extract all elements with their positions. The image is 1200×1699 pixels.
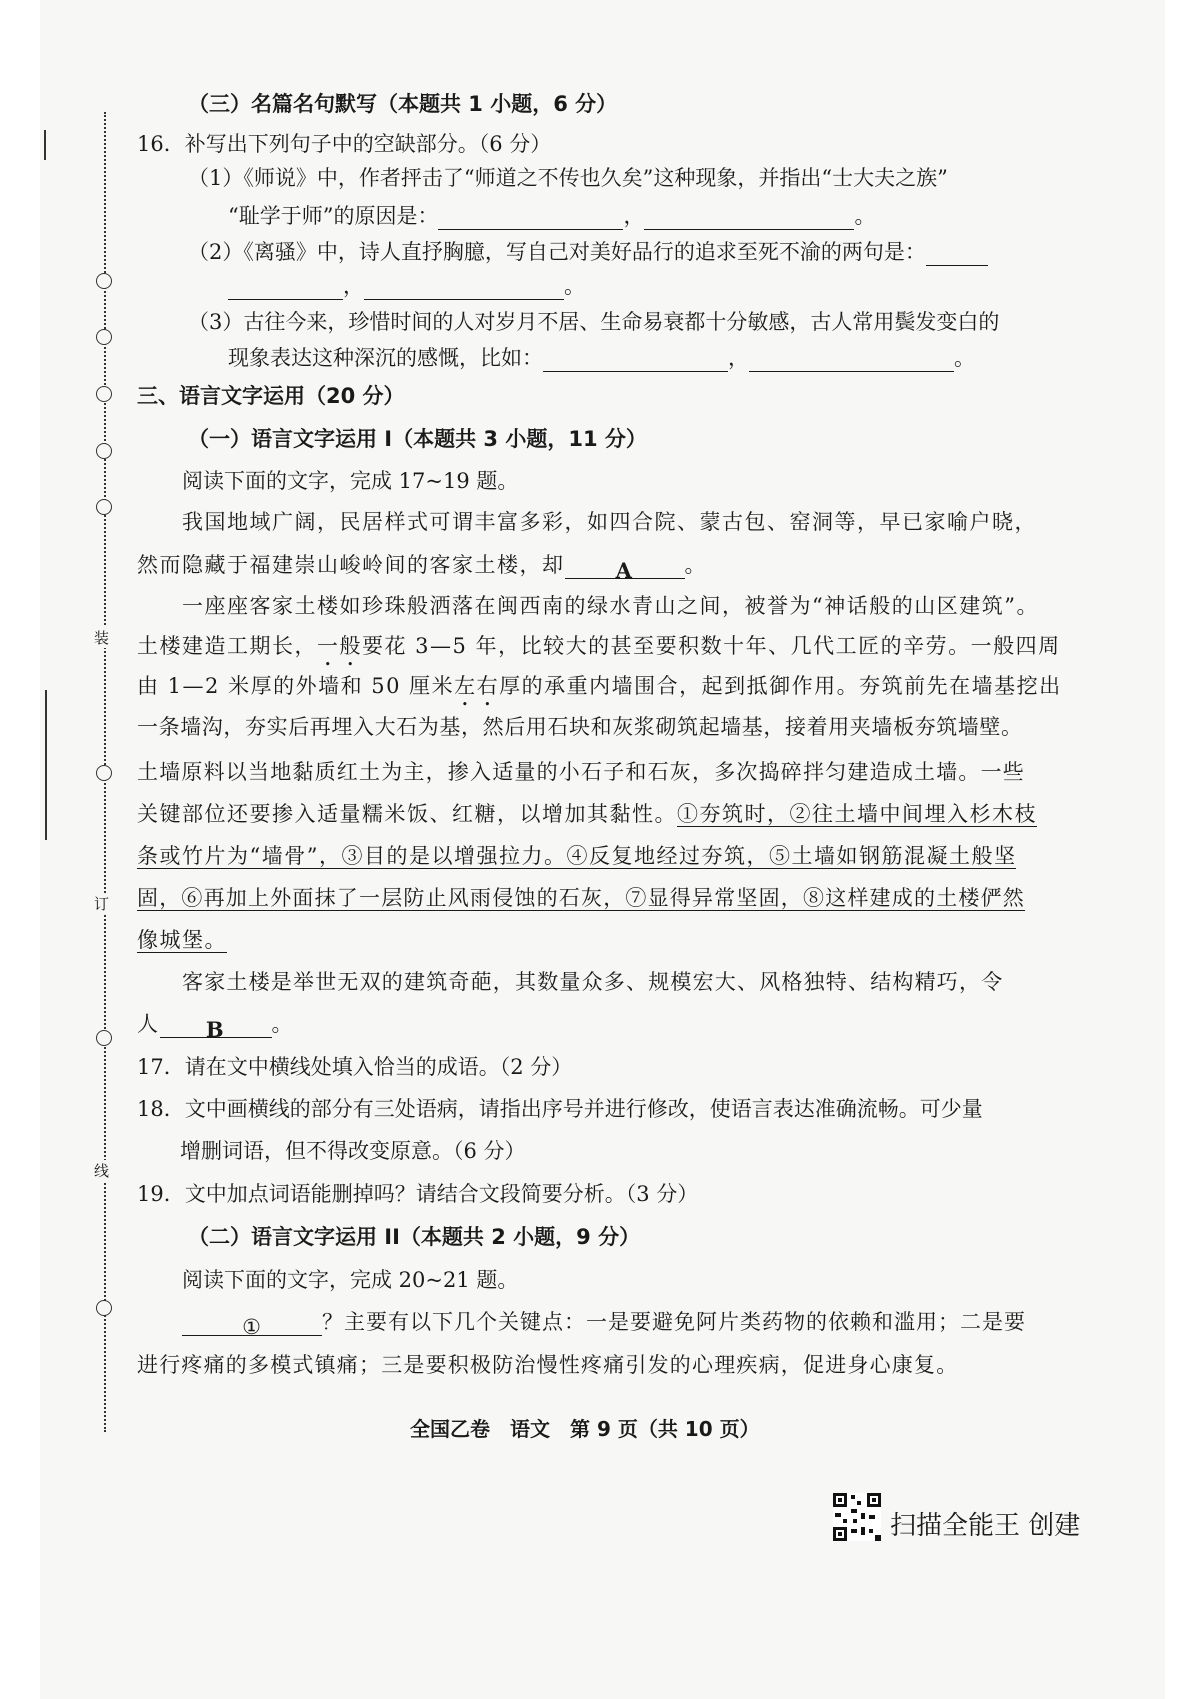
answer-blank[interactable] [926, 245, 988, 266]
scan-mark [45, 690, 47, 840]
section-header: （三）名篇名句默写（本题共 1 小题，6 分） [188, 92, 618, 116]
question-18-line1: 18．文中画横线的部分有三处语病，请指出序号并进行修改，使语言表达准确流畅。可少量 [137, 1097, 983, 1121]
dotted-word: 左右 [454, 674, 500, 698]
question-18-line2: 增删词语，但不得改变原意。（6 分） [180, 1139, 526, 1163]
passage-text: 土楼建造工期长， [137, 634, 317, 658]
scan-mark [44, 130, 46, 160]
period: 。 [954, 346, 975, 370]
passage-text: 厚的承重内墙围合，起到抵御作用。夯筑前先在墙基挖出 [499, 674, 1062, 698]
q16-item-1-line2 [228, 200, 875, 230]
q16-item-2-line1 [188, 236, 988, 266]
passage1-para3-line2 [137, 1008, 294, 1042]
q16-item-2-text: （2）《离骚》中，诗人直抒胸臆，写自己对美好品行的追求至死不渝的两句是： [188, 240, 926, 264]
passage1-para2-line3 [137, 670, 1062, 711]
question-17: 17．请在文中横线处填入恰当的成语。（2 分） [137, 1055, 573, 1079]
reading-instruction: 阅读下面的文字，完成 17~19 题。 [182, 469, 519, 493]
passage1-para2-line4: 一条墙沟，夯实后再埋入大石为基，然后用石块和灰浆砌筑起墙基，接着用夹墙板夯筑墙壁。 [137, 715, 1023, 739]
underlined-text: 固，⑥再加上外面抹了一层防止风雨侵蚀的石灰，⑦显得异常坚固，⑧这样建成的土楼俨然 [137, 886, 1025, 910]
passage-text: 关键部位还要掺入适量糯米饭、红糖，以增加其黏性。 [137, 802, 677, 826]
comma: ， [623, 204, 645, 228]
q16-item-2-line2 [228, 270, 585, 300]
part-header: 三、语言文字运用（20 分） [137, 384, 405, 408]
qr-code-icon [833, 1493, 881, 1541]
binding-circle [96, 329, 112, 345]
binding-circle [96, 765, 112, 781]
dotted-word: 一般 [317, 634, 362, 658]
binding-circle [96, 386, 112, 402]
passage1-para1-line1: 我国地域广阔，民居样式可谓丰富多彩，如四合院、蒙古包、窑洞等，早已家喻户晓， [182, 510, 1037, 534]
blank-a[interactable]: A [565, 558, 685, 579]
passage1-para2-line2 [137, 630, 1061, 671]
answer-blank[interactable] [543, 351, 728, 372]
q16-item-3-line2 [228, 342, 975, 372]
comma: ， [343, 274, 364, 298]
passage1-para3-line1: 客家土楼是举世无双的建筑奇葩，其数量众多、规模宏大、风格独特、结构精巧，令 [182, 970, 1004, 994]
subsection-header: （一）语言文字运用 I（本题共 3 小题，11 分） [188, 427, 647, 451]
answer-blank[interactable] [228, 279, 343, 300]
answer-blank[interactable] [438, 209, 623, 230]
blank-b[interactable]: B [160, 1017, 272, 1038]
binding-circle [96, 1030, 112, 1046]
passage-text: 要花 3—5 年，比较大的甚至要积数十年、几代工匠的辛劳。一般四周 [362, 634, 1061, 658]
question-16-stem: 16．补写出下列句子中的空缺部分。（6 分） [137, 132, 552, 156]
passage-text: 人 [137, 1012, 160, 1036]
passage1-para2-line5: 土墙原料以当地黏质红土为主，掺入适量的小石子和石灰，多次捣碎拌匀建造成土墙。一些 [137, 760, 1025, 784]
passage-text: 由 1—2 米厚的外墙和 50 厘米 [137, 674, 455, 698]
answer-blank[interactable] [749, 351, 954, 372]
passage2-line2: 进行疼痛的多模式镇痛；三是要积极防治慢性疼痛引发的心理疾病，促进身心康复。 [137, 1353, 959, 1377]
scanner-watermark: 扫描全能王 创建 [890, 1511, 1081, 1541]
question-19: 19．文中加点词语能删掉吗？请结合文段简要分析。（3 分） [137, 1182, 699, 1206]
period: 。 [684, 553, 707, 577]
binding-circle [96, 1300, 112, 1316]
underlined-text: 像城堡。 [137, 928, 227, 952]
passage-text: 然而隐藏于福建崇山峻岭间的客家土楼，却 [137, 553, 565, 577]
page-footer: 全国乙卷 语文 第 9 页（共 10 页） [410, 1417, 760, 1441]
passage1-para2-line1: 一座座客家土楼如珍珠般洒落在闽西南的绿水青山之间，被誉为“神话般的山区建筑”。 [182, 594, 1039, 618]
q16-item-1-line1: （1）《师说》中，作者抨击了“师道之不传也久矣”这种现象，并指出“士大夫之族” [188, 166, 948, 190]
passage1-para2-line6 [137, 798, 1037, 828]
reading-instruction: 阅读下面的文字，完成 20~21 题。 [182, 1268, 519, 1292]
binding-char-zhuang: 装 [94, 629, 110, 647]
passage-text: ？主要有以下几个关键点：一是要避免阿片类药物的依赖和滥用；二是要 [322, 1310, 1026, 1334]
binding-circle [96, 273, 112, 289]
period: 。 [271, 1012, 294, 1036]
q16-item-3-prefix: 现象表达这种深沉的感慨，比如： [228, 346, 543, 370]
subsection-header: （二）语言文字运用 II（本题共 2 小题，9 分） [188, 1225, 641, 1249]
q16-item-1-prefix: “耻学于师”的原因是： [228, 204, 439, 228]
period: 。 [564, 274, 585, 298]
passage1-para2-line7 [137, 840, 1016, 870]
underlined-text: 条或竹片为“墙骨”，③目的是以增强拉力。④反复地经过夯筑，⑤土墙如钢筋混凝土般坚 [137, 844, 1017, 868]
passage1-para2-line9 [137, 924, 227, 954]
blank-1[interactable]: ① [182, 1315, 322, 1336]
binding-circle [96, 443, 112, 459]
period: 。 [854, 204, 876, 228]
q16-item-3-line1: （3）古往今来，珍惜时间的人对岁月不居、生命易衰都十分敏感，古人常用鬓发变白的 [188, 310, 1000, 334]
comma: ， [728, 346, 749, 370]
answer-blank[interactable] [644, 209, 854, 230]
passage1-para2-line8 [137, 882, 1025, 912]
binding-char-ding: 订 [94, 895, 110, 913]
binding-char-xian: 线 [94, 1162, 110, 1180]
passage1-para1-line2 [137, 549, 707, 583]
passage2-line1 [182, 1306, 1026, 1339]
underlined-text: ①夯筑时，②往土墙中间埋入杉木枝 [677, 802, 1037, 826]
answer-blank[interactable] [364, 279, 564, 300]
binding-circle [96, 499, 112, 515]
